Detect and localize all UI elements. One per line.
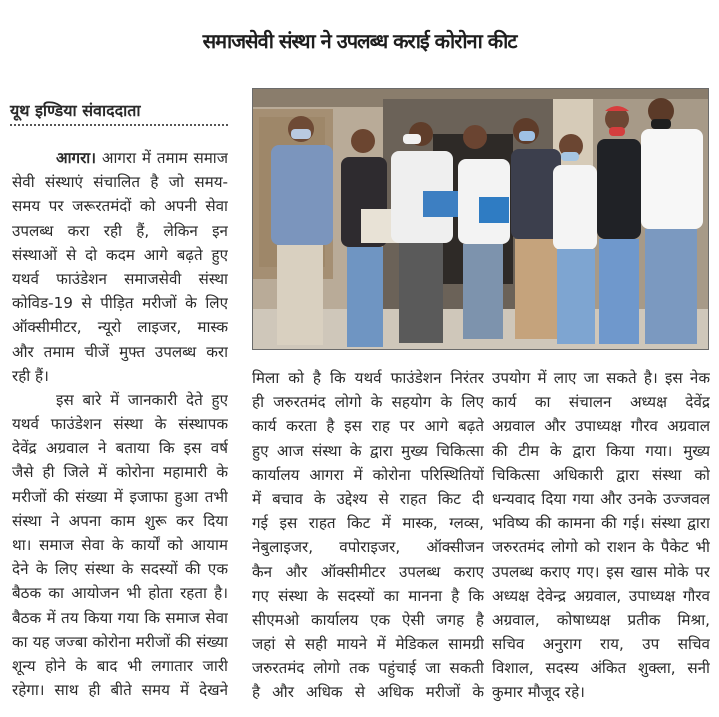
text-line: था। समाज सेवा के कार्यों को आयाम bbox=[12, 536, 228, 554]
text-line: कार्यालय आगरा में कोरोना परिस्थितियों bbox=[252, 465, 484, 484]
text-line: जरुरतमंद लोगो को राशन के पैकेट भी bbox=[492, 538, 710, 557]
text-line: यथर्व फाउंडेशन समाजसेवी संस्था bbox=[12, 269, 228, 288]
text-line: गए संस्था के सदस्यों का मानना है कि bbox=[252, 586, 484, 605]
article-column-2 bbox=[252, 366, 484, 705]
text-line: उपयोग में लाए जा सकते है। इस नेक bbox=[492, 369, 710, 387]
text-line: भविष्य की कामना की गई। संस्था द्वारा bbox=[492, 514, 710, 533]
text-line: चिकित्सा अधिकारी द्वारा संस्था को bbox=[492, 465, 710, 484]
text-line: जरुरतमंद लोगो तक पहुंचाई जा सकती bbox=[252, 659, 484, 678]
text-line: बैठक का आयोजन भी होता रहता है। bbox=[12, 584, 228, 603]
text-line: शून्य होने के बाद भी लगातार जारी bbox=[12, 656, 228, 675]
text-line: कार्य का संचालन अध्यक्ष देवेंद्र bbox=[492, 393, 710, 412]
text-line: रही हैं। bbox=[12, 366, 49, 385]
text-line bbox=[12, 146, 228, 170]
text-line: संस्था ने अपना काम शुरू कर दिया bbox=[12, 511, 228, 530]
text-line: मरीजों की संख्या में इजाफा हुआ तभी bbox=[12, 487, 228, 506]
text-line: ही जरुरतमंद लोगो के सहयोग के लिए bbox=[252, 393, 484, 412]
text-line: है और अधिक से अधिक मरीजों के bbox=[252, 683, 484, 702]
text-line: का यह जज्बा कोरोना मरीजों की संख्या bbox=[12, 632, 228, 651]
text-line: उपलब्ध करा रही हैं, लेकिन इन bbox=[12, 221, 228, 240]
text-line: गई इस राहत किट में मास्क, ग्लव्स, bbox=[252, 514, 484, 533]
text-line: जहां से सही मायने में मेडिकल सामग्री bbox=[252, 635, 484, 654]
text-line: देने के लिए संस्था के सदस्यों की एक bbox=[12, 560, 228, 579]
text-line: हुए आज संस्था के द्वारा मुख्य चिकित्सा bbox=[252, 441, 484, 460]
byline-divider bbox=[10, 124, 228, 126]
text-fragment: आगरा में तमाम समाज bbox=[95, 149, 228, 167]
text-line: अग्रवाल और उपाध्यक्ष गौरव अग्रवाल bbox=[492, 417, 710, 436]
article-column-1 bbox=[12, 146, 228, 702]
text-line: कैन और ऑक्सीमीटर उपलब्ध कराए bbox=[252, 562, 484, 581]
text-line: सेवी संस्थाएं संचालित है जो समय- bbox=[12, 173, 228, 192]
text-line: इस बारे में जानकारी देते हुए bbox=[56, 390, 228, 409]
text-line: और तमाम चीजें मुफ्त उपलब्ध करा bbox=[12, 342, 228, 361]
dateline: आगरा। bbox=[56, 149, 96, 167]
news-photo bbox=[252, 88, 709, 350]
headline: समाजसेवी संस्था ने उपलब्ध कराई कोरोना कीट bbox=[202, 29, 517, 53]
text-line: देवेंद्र अग्रवाल ने बताया कि इस वर्ष bbox=[12, 439, 228, 458]
text-line: विशाल, सदस्य अंकित शुक्ला, सनी bbox=[492, 659, 710, 678]
text-line: उपलब्ध कराए गए। इस खास मोके पर bbox=[492, 562, 710, 581]
text-line: अध्यक्ष देवेन्द्र अग्रवाल, उपाध्यक्ष गौरव bbox=[492, 586, 710, 605]
text-line: धन्यवाद दिया गया और उनके उज्जवल bbox=[492, 489, 710, 508]
group-photo-illustration bbox=[253, 89, 709, 350]
text-line: अग्रवाल, कोषाध्यक्ष प्रतीक मिश्रा, bbox=[492, 610, 710, 629]
text-line: यथर्व फाउंडेशन संस्था के संस्थापक bbox=[12, 415, 228, 434]
text-line: समय पर जरूरतमंदों को अपनी सेवा bbox=[12, 197, 228, 216]
text-line: की टीम के द्वारा किया गया। मुख्य bbox=[492, 441, 710, 460]
article-column-3 bbox=[492, 366, 710, 705]
text-line: मिला को है कि यथर्व फाउंडेशन निरंतर bbox=[252, 369, 484, 387]
text-line: ऑक्सीमीटर, न्यूरो लाइजर, मास्क bbox=[12, 318, 228, 337]
text-line: नेबुलाइजर, वपोराइजर, ऑक्सीजन bbox=[252, 538, 484, 557]
text-line: संस्थाओं से दो कदम आगे बढ़ते हुए bbox=[12, 245, 228, 264]
text-line: जैसे ही जिले में कोरोना महामारी के bbox=[12, 463, 228, 482]
text-line: सचिव अनुराग राय, उप सचिव bbox=[492, 635, 710, 654]
byline: यूथ इण्डिया संवाददाता bbox=[10, 101, 141, 120]
text-line: सीएमओ कार्यालय एक ऐसी जगह है bbox=[252, 610, 484, 629]
text-line: कार्य करता है इस राह पर आगे बढ़ते bbox=[252, 417, 484, 436]
text-line: कुमार मौजूद रहे। bbox=[492, 683, 585, 702]
text-line: रहेगा। साथ ही बीते समय में देखने bbox=[12, 681, 228, 700]
text-line: कोविड-19 से पीड़ित मरीजों के लिए bbox=[12, 294, 228, 313]
text-line: बैठक में तय किया गया कि समाज सेवा bbox=[12, 608, 228, 627]
text-line: में बचाव के उद्देश्य से राहत किट दी bbox=[252, 489, 484, 508]
